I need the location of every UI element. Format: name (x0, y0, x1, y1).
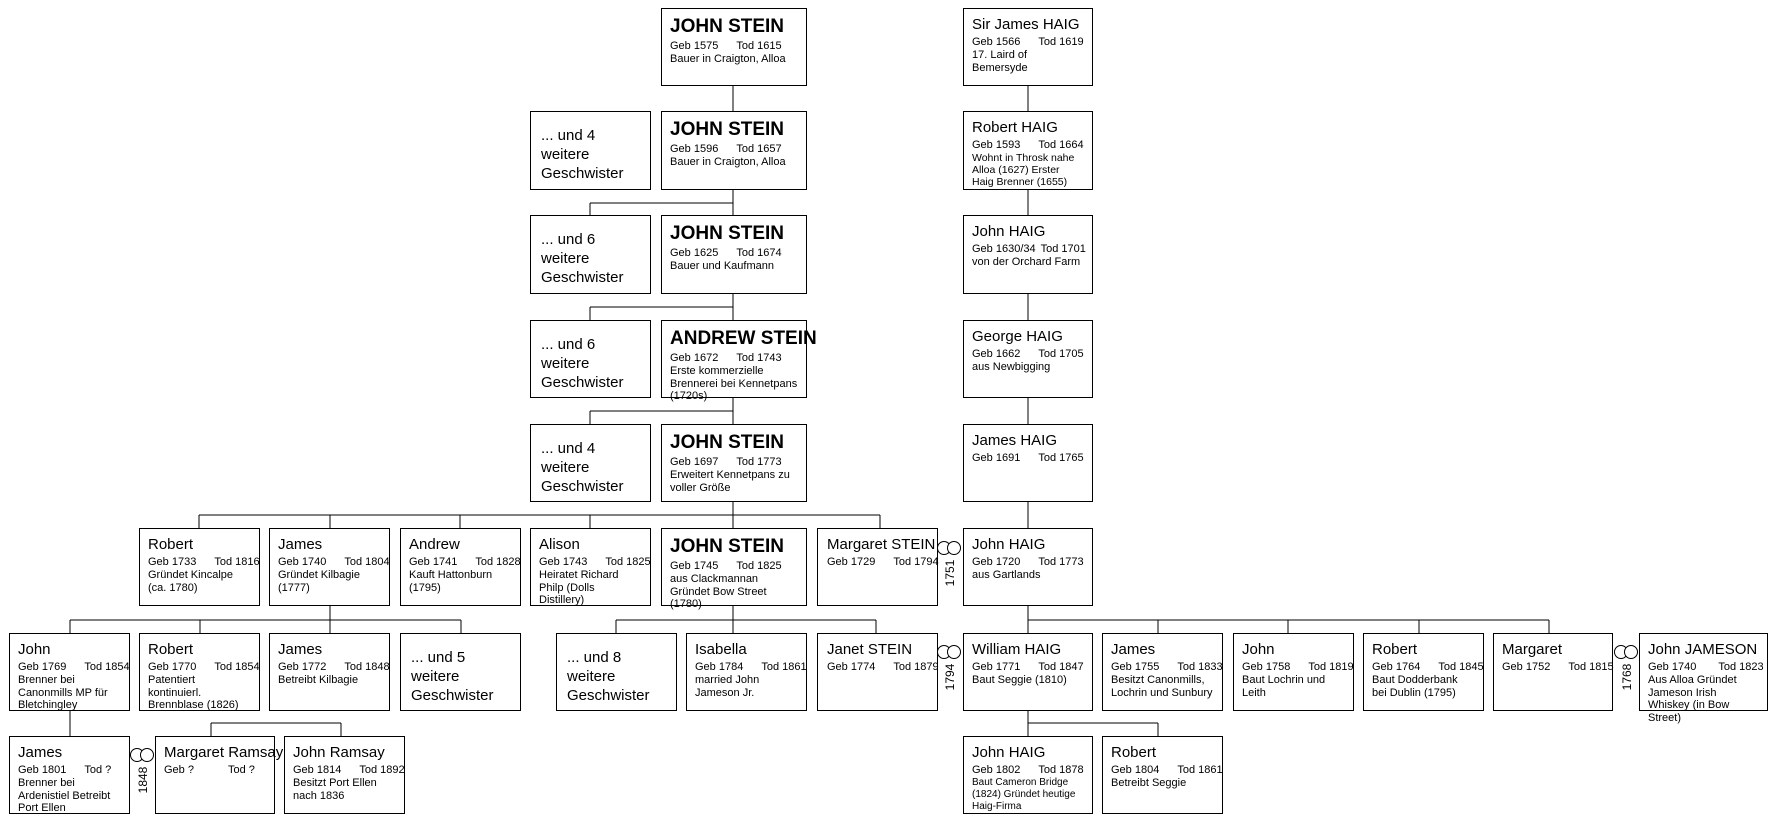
death-year: Tod 1845 (1438, 661, 1484, 673)
person-box-robert-1764 (1363, 633, 1484, 711)
birth-year: Geb 1814 (293, 764, 342, 776)
person-name: Alison (539, 536, 580, 553)
person-dates (18, 764, 121, 777)
person-note: von der Orchard Farm (972, 256, 1081, 268)
person-name: John HAIG (972, 536, 1046, 553)
birth-year: Geb 1771 (972, 661, 1021, 673)
person-name: ANDREW STEIN (670, 328, 817, 349)
birth-year: Geb 1740 (1648, 661, 1697, 673)
person-box-isabella-1784 (686, 633, 807, 711)
person-dates (670, 352, 798, 365)
person-box-andrew-1741 (400, 528, 521, 606)
person-box-john-stein-1575 (661, 8, 807, 86)
death-year: Tod 1816 (214, 556, 260, 568)
birth-year: Geb 1625 (670, 247, 719, 259)
person-name: John (1242, 641, 1275, 658)
person-note: Brenner bei Canonmills MP für Bletchingley (18, 674, 108, 711)
person-box-robert-1770 (139, 633, 260, 711)
person-note: aus Newbigging (972, 361, 1051, 373)
siblings-label: ... und 5 weitere Geschwister (411, 649, 494, 704)
person-note: Wohnt in Throsk nahe Alloa (1627) Erster Haig Brenner (1655) (972, 152, 1075, 188)
death-year: Tod 1674 (736, 247, 782, 259)
person-box-james-haig-1691 (963, 424, 1093, 502)
death-year: Tod 1828 (475, 556, 521, 568)
death-year: Tod 1848 (344, 661, 390, 673)
person-name: Sir James HAIG (972, 16, 1080, 33)
person-dates (278, 556, 390, 569)
person-box-john-stein-1745 (661, 528, 807, 610)
person-note: Bauer in Craigton, Alloa (670, 53, 786, 65)
siblings-box (556, 633, 677, 711)
person-note: married John Jameson Jr. (695, 674, 760, 699)
person-name: James (18, 744, 63, 761)
death-year: Tod 1773 (1038, 556, 1084, 568)
person-box-margaret-ramsay (155, 736, 284, 814)
birth-year: Geb 1743 (539, 556, 588, 568)
person-dates (293, 764, 405, 777)
birth-year: Geb 1729 (827, 556, 876, 568)
death-year: Tod 1847 (1038, 661, 1084, 673)
death-year: Tod 1892 (359, 764, 405, 776)
death-year: Tod ? (84, 764, 112, 776)
person-box-william-haig-1771 (963, 633, 1093, 711)
person-name: William HAIG (972, 641, 1062, 658)
birth-year: Geb 1784 (695, 661, 744, 673)
birth-year: Geb 1697 (670, 456, 719, 468)
person-box-john-stein-1697 (661, 424, 807, 502)
person-box-james-1801 (9, 736, 130, 814)
person-note: Besitzt Port Ellen nach 1836 (293, 777, 377, 802)
birth-year: Geb 1758 (1242, 661, 1291, 673)
person-note: Baut Seggie (1810) (972, 674, 1067, 686)
person-note: Aus Alloa Gründet Jameson Irish Whiskey (in Bow Street) (1648, 674, 1737, 724)
death-year: Tod 1794 (893, 556, 939, 568)
person-dates (670, 456, 798, 469)
death-year: Tod 1878 (1038, 764, 1084, 776)
person-box-margaret-1752 (1493, 633, 1613, 711)
person-name: Andrew (409, 536, 460, 553)
person-box-alison-1743 (530, 528, 651, 606)
person-name: JOHN STEIN (670, 223, 785, 244)
birth-year: Geb 1720 (972, 556, 1021, 568)
death-year: Tod 1861 (1177, 764, 1223, 776)
death-year: Tod 1815 (1568, 661, 1614, 673)
birth-year: Geb 1630/34 (972, 243, 1036, 255)
birth-year: Geb 1770 (148, 661, 197, 673)
person-name: Robert (148, 641, 194, 658)
siblings-box (530, 215, 651, 294)
person-box-john-haig-1630 (963, 215, 1093, 294)
siblings-label: ... und 6 weitere Geschwister (541, 231, 624, 286)
birth-year: Geb 1733 (148, 556, 197, 568)
person-dates (695, 661, 807, 674)
person-note: aus Gartlands (972, 569, 1041, 581)
person-box-john-stein-1625 (661, 215, 807, 294)
person-note: Betreibt Seggie (1111, 777, 1187, 789)
person-box-sir-james-haig-1566 (963, 8, 1093, 86)
marriage-year: 1768 (1620, 663, 1634, 691)
person-dates (827, 556, 939, 569)
person-name: Janet STEIN (827, 641, 913, 658)
person-dates (972, 348, 1084, 361)
person-box-john-1758 (1233, 633, 1354, 711)
person-note: Besitzt Canonmills, Lochrin und Sunbury (1111, 674, 1213, 699)
death-year: Tod 1861 (761, 661, 807, 673)
birth-year: Geb 1740 (278, 556, 327, 568)
person-name: Robert (1372, 641, 1418, 658)
person-name: JOHN STEIN (670, 432, 785, 453)
marriage-year: 1751 (943, 559, 957, 587)
birth-year: Geb 1769 (18, 661, 67, 673)
birth-year: Geb 1801 (18, 764, 67, 776)
person-note: Baut Lochrin und Leith (1242, 674, 1326, 699)
person-dates (1502, 661, 1614, 674)
person-note: Gründet Kilbagie (1777) (278, 569, 360, 594)
person-name: JOHN STEIN (670, 16, 785, 37)
person-dates (972, 764, 1084, 777)
death-year: Tod 1833 (1177, 661, 1223, 673)
person-note: aus Clackmannan Gründet Bow Street (1780) (670, 573, 767, 610)
person-box-james-1740 (269, 528, 390, 606)
siblings-box (530, 424, 651, 502)
birth-year: Geb 1741 (409, 556, 458, 568)
person-note: Erweitert Kennetpans zu voller Größe (670, 469, 790, 494)
person-dates (278, 661, 390, 674)
person-note: Heiratet Richard Philp (Dolls Distillery) (539, 569, 619, 606)
siblings-label: ... und 4 weitere Geschwister (541, 127, 624, 182)
person-note: Brenner bei Ardenistiel Betreibt Port Ellen (18, 777, 111, 814)
person-dates (18, 661, 130, 674)
person-name: Margaret STEIN (827, 536, 936, 553)
person-box-robert-haig-1593 (963, 111, 1093, 190)
siblings-box (530, 111, 651, 190)
person-note: Kauft Hattonburn (1795) (409, 569, 493, 594)
death-year: Tod 1879 (893, 661, 939, 673)
person-note: Erste kommerzielle Brennerei bei Kennetpans (1720s) (670, 365, 798, 402)
person-box-margaret-stein-1729 (817, 528, 938, 606)
person-box-robert-1733 (139, 528, 260, 606)
death-year: Tod 1705 (1038, 348, 1084, 360)
death-year: Tod 1823 (1718, 661, 1764, 673)
birth-year: Geb 1745 (670, 560, 719, 572)
death-year: Tod 1825 (605, 556, 651, 568)
person-dates (148, 556, 260, 569)
person-box-james-1755 (1102, 633, 1223, 711)
person-dates (1648, 661, 1764, 674)
birth-year: Geb ? (164, 764, 194, 776)
person-name: John HAIG (972, 223, 1046, 240)
person-dates (827, 661, 939, 674)
person-name: James (1111, 641, 1156, 658)
person-dates (164, 764, 266, 777)
death-year: Tod 1701 (1040, 243, 1086, 255)
death-year: Tod 1804 (344, 556, 390, 568)
birth-year: Geb 1752 (1502, 661, 1551, 673)
person-dates (409, 556, 521, 569)
death-year: Tod 1743 (736, 352, 782, 364)
marriage-year: 1794 (943, 663, 957, 691)
person-box-john-jameson-1740 (1639, 633, 1768, 724)
siblings-box (400, 633, 521, 711)
death-year: Tod 1773 (736, 456, 782, 468)
person-dates (539, 556, 651, 569)
death-year: Tod 1819 (1308, 661, 1354, 673)
birth-year: Geb 1672 (670, 352, 719, 364)
person-box-john-haig-1720 (963, 528, 1093, 606)
person-name: John Ramsay (293, 744, 385, 761)
person-name: John JAMESON (1648, 641, 1758, 658)
marriage-year: 1848 (136, 766, 150, 794)
birth-year: Geb 1755 (1111, 661, 1160, 673)
death-year: Tod 1854 (214, 661, 260, 673)
person-dates (972, 36, 1084, 49)
birth-year: Geb 1662 (972, 348, 1021, 360)
death-year: Tod 1664 (1038, 139, 1084, 151)
person-dates (670, 560, 798, 573)
death-year: Tod 1619 (1038, 36, 1084, 48)
person-name: JOHN STEIN (670, 536, 785, 557)
person-dates (1242, 661, 1354, 674)
person-name: Isabella (695, 641, 747, 658)
person-box-john-ramsay-1814 (284, 736, 405, 814)
death-year: Tod 1657 (736, 143, 782, 155)
birth-year: Geb 1802 (972, 764, 1021, 776)
person-dates (148, 661, 260, 674)
birth-year: Geb 1593 (972, 139, 1021, 151)
person-dates (670, 40, 798, 53)
person-name: George HAIG (972, 328, 1063, 345)
siblings-label: ... und 6 weitere Geschwister (541, 336, 624, 391)
person-note: Betreibt Kilbagie (278, 674, 359, 686)
person-name: Margaret (1502, 641, 1563, 658)
person-name: Robert HAIG (972, 119, 1058, 136)
person-box-robert-1804 (1102, 736, 1223, 814)
person-dates (972, 243, 1084, 256)
person-dates (670, 247, 798, 260)
person-name: JOHN STEIN (670, 119, 785, 140)
person-note: Bauer und Kaufmann (670, 260, 774, 272)
birth-year: Geb 1566 (972, 36, 1021, 48)
person-dates (1372, 661, 1484, 674)
person-box-john-stein-1596 (661, 111, 807, 190)
person-note: Baut Cameron Bridge (1824) Gründet heutige Haig-Firma (972, 777, 1076, 812)
person-box-janet-stein-1774 (817, 633, 938, 711)
person-dates (670, 143, 798, 156)
birth-year: Geb 1575 (670, 40, 719, 52)
person-name: James (278, 536, 323, 553)
siblings-box (530, 320, 651, 398)
birth-year: Geb 1691 (972, 452, 1021, 464)
person-note: 17. Laird of Bemersyde (972, 49, 1028, 74)
person-name: James (278, 641, 323, 658)
person-note: Baut Dodderbank bei Dublin (1795) (1372, 674, 1458, 699)
person-name: Robert (1111, 744, 1157, 761)
person-dates (972, 556, 1084, 569)
person-note: Bauer in Craigton, Alloa (670, 156, 786, 168)
birth-year: Geb 1804 (1111, 764, 1160, 776)
person-dates (972, 661, 1084, 674)
person-note: Patentiert kontinuierl. Brennblase (1826) (148, 674, 239, 711)
person-name: Robert (148, 536, 194, 553)
person-box-james-1772 (269, 633, 390, 711)
person-box-george-haig-1662 (963, 320, 1093, 398)
death-year: Tod 1854 (84, 661, 130, 673)
person-note: Gründet Kincalpe (ca. 1780) (148, 569, 233, 594)
person-box-john-1769 (9, 633, 130, 711)
person-box-john-haig-1802 (963, 736, 1093, 814)
death-year: Tod 1825 (736, 560, 782, 572)
birth-year: Geb 1764 (1372, 661, 1421, 673)
person-box-andrew-stein-1672 (661, 320, 817, 402)
person-dates (972, 139, 1084, 152)
person-name: Margaret Ramsay (164, 744, 284, 761)
death-year: Tod 1615 (736, 40, 782, 52)
person-dates (1111, 764, 1223, 777)
siblings-label: ... und 8 weitere Geschwister (567, 649, 650, 704)
person-name: John HAIG (972, 744, 1046, 761)
siblings-label: ... und 4 weitere Geschwister (541, 440, 624, 495)
person-name: John (18, 641, 51, 658)
person-dates (1111, 661, 1223, 674)
person-dates (972, 452, 1084, 465)
person-name: James HAIG (972, 432, 1058, 449)
death-year: Tod 1765 (1038, 452, 1084, 464)
death-year: Tod ? (227, 764, 255, 776)
birth-year: Geb 1774 (827, 661, 876, 673)
birth-year: Geb 1772 (278, 661, 327, 673)
birth-year: Geb 1596 (670, 143, 719, 155)
